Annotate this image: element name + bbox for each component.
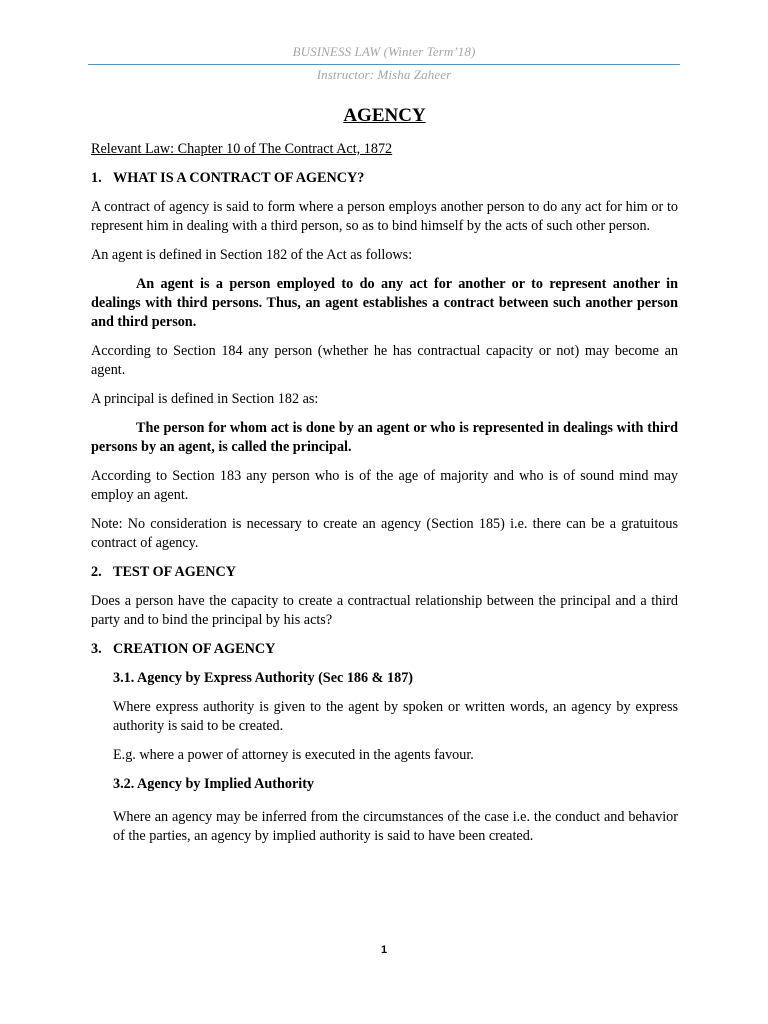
relevant-law-line	[91, 140, 678, 159]
relevant-law-text: Relevant Law: Chapter 10 of The Contract Act, 1872	[91, 141, 393, 157]
paragraph: According to Section 184 any person (whether he has contractual capacity or not) may become an agent.	[91, 343, 678, 378]
section-heading-text: TEST OF AGENCY	[113, 564, 236, 580]
subsection-heading: 3.2. Agency by Implied Authority	[113, 776, 315, 792]
page-number: 1	[380, 944, 388, 956]
subsection-3-2	[113, 775, 678, 846]
section-heading-2	[91, 563, 678, 582]
example-paragraph: E.g. where a power of attorney is executed in the agents favour.	[113, 747, 474, 763]
agent-definition-quote: An agent is a person employed to do any act for another or to represent another in dealings with third persons. Thus, an agent establishes a contract between such another person and third person.	[91, 276, 678, 330]
paragraph: Where an agency may be inferred from the circumstances of the case i.e. the conduct and behavior of the parties, an agency by implied authority is said to have been created.	[113, 809, 678, 844]
subsection-3-1	[113, 669, 678, 765]
running-header	[88, 44, 680, 83]
header-course-title: BUSINESS LAW (Winter Term’18)	[292, 44, 476, 59]
paragraph: Does a person have the capacity to create a contractual relationship between the principal and a third party and to bind the principal by his acts?	[91, 593, 678, 628]
subsection-heading: 3.1. Agency by Express Authority (Sec 186 & 187)	[113, 670, 414, 686]
section-number: 2.	[91, 564, 102, 580]
paragraph: According to Section 183 any person who is of the age of majority and who is of sound mind may employ an agent.	[91, 468, 678, 503]
section-heading-3	[91, 640, 678, 659]
document-body	[91, 104, 678, 856]
paragraph: An agent is defined in Section 182 of the Act as follows:	[91, 247, 413, 263]
paragraph: Where express authority is given to the agent by spoken or written words, an agency by express authority is said to be created.	[113, 699, 678, 734]
paragraph: A principal is defined in Section 182 as:	[91, 391, 319, 407]
section-heading-text: CREATION OF AGENCY	[113, 641, 276, 657]
header-divider	[88, 64, 680, 65]
note-paragraph: Note: No consideration is necessary to create an agency (Section 185) i.e. there can be a gratuitous contract of agency.	[91, 516, 678, 551]
document-title: AGENCY	[343, 105, 426, 126]
section-number: 1.	[91, 170, 102, 186]
section-heading-1	[91, 169, 678, 188]
section-number: 3.	[91, 641, 102, 657]
principal-definition-quote: The person for whom act is done by an agent or who is represented in dealings with third persons by an agent, is called the principal.	[91, 420, 678, 455]
header-instructor: Instructor: Misha Zaheer	[316, 67, 452, 82]
paragraph: A contract of agency is said to form where a person employs another person to do any act for him or to represent him in dealing with a third person, so as to bind himself by the acts of such other person.	[91, 199, 678, 234]
section-heading-text: WHAT IS A CONTRACT OF AGENCY?	[113, 170, 365, 186]
